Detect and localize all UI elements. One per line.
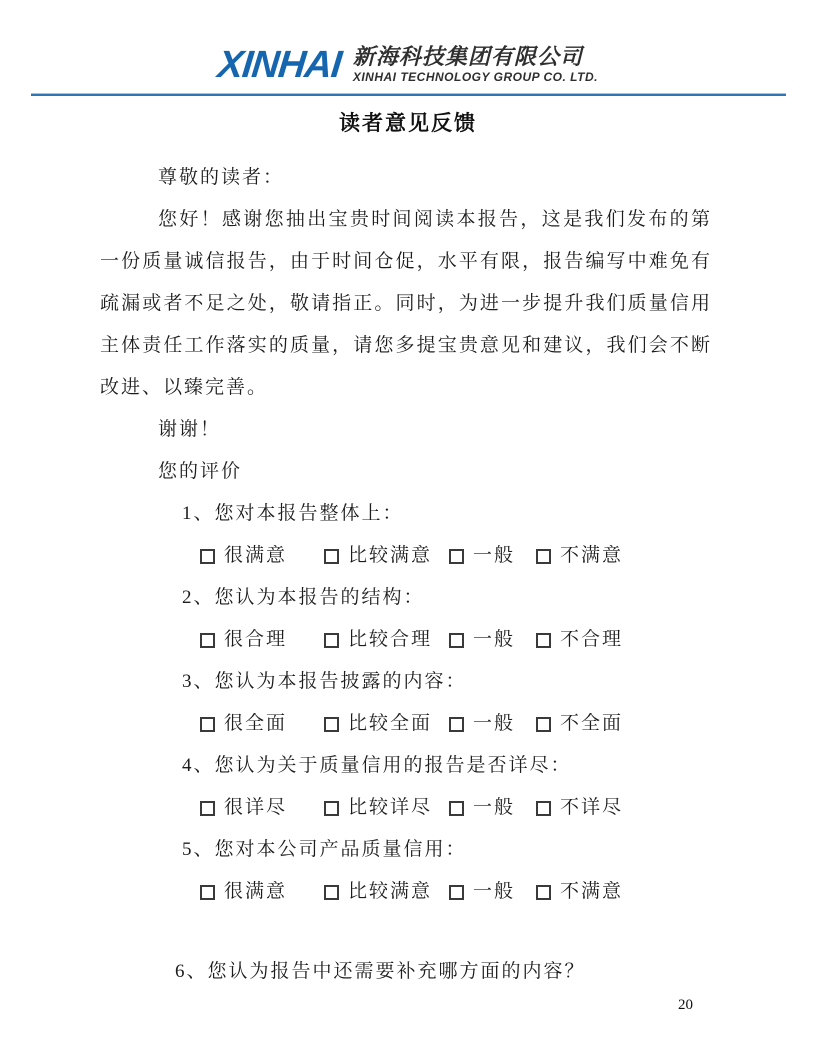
option-label: 一般 <box>473 797 516 818</box>
question-5-options <box>100 871 712 913</box>
option-label: 一般 <box>473 545 516 566</box>
option <box>449 535 515 577</box>
header-divider-rule <box>31 93 786 96</box>
checkbox[interactable] <box>200 801 215 816</box>
option-label: 不全面 <box>560 713 624 734</box>
option-label: 比较详尽 <box>348 797 433 818</box>
checkbox[interactable] <box>536 885 551 900</box>
checkbox[interactable] <box>200 717 215 732</box>
option-label: 不满意 <box>560 881 624 902</box>
option-label: 不满意 <box>560 545 624 566</box>
option <box>200 787 287 829</box>
option-label: 很详尽 <box>224 797 288 818</box>
option-label: 不合理 <box>560 629 624 650</box>
option-label: 比较满意 <box>348 881 433 902</box>
question-4-options <box>100 787 712 829</box>
option <box>449 619 515 661</box>
option <box>536 787 623 829</box>
company-logo <box>0 40 816 84</box>
checkbox[interactable] <box>449 801 464 816</box>
question-6-label: 6、您认为报告中还需要补充哪方面的内容？ <box>175 961 586 982</box>
option <box>449 871 515 913</box>
option <box>536 619 623 661</box>
option-label: 很满意 <box>224 881 288 902</box>
option <box>324 703 432 745</box>
checkbox[interactable] <box>449 717 464 732</box>
option <box>449 703 515 745</box>
option <box>536 703 623 745</box>
checkbox[interactable] <box>536 633 551 648</box>
option <box>324 871 432 913</box>
checkbox[interactable] <box>449 633 464 648</box>
option <box>536 871 623 913</box>
page-title: 读者意见反馈 <box>339 111 477 135</box>
page-header <box>0 0 816 96</box>
question-5-label: 5、您对本公司产品质量信用： <box>182 839 467 860</box>
option-label: 很全面 <box>224 713 288 734</box>
question-3-label: 3、您认为本报告披露的内容： <box>182 671 467 692</box>
option-label: 比较合理 <box>348 629 433 650</box>
question-1-label: 1、您对本报告整体上： <box>182 503 404 524</box>
question-3-options <box>100 703 712 745</box>
option <box>536 535 623 577</box>
checkbox[interactable] <box>536 549 551 564</box>
question-2-label: 2、您认为本报告的结构： <box>182 587 425 608</box>
logo-wordmark: XINHAI <box>215 44 344 86</box>
checkbox[interactable] <box>324 633 339 648</box>
option-label: 不详尽 <box>560 797 624 818</box>
option-label: 很满意 <box>224 545 288 566</box>
checkbox[interactable] <box>200 885 215 900</box>
option-label: 一般 <box>473 881 516 902</box>
checkbox[interactable] <box>536 717 551 732</box>
checkbox[interactable] <box>449 549 464 564</box>
option <box>200 703 287 745</box>
option-label: 一般 <box>473 629 516 650</box>
question-4-label: 4、您认为关于质量信用的报告是否详尽： <box>182 755 572 776</box>
question-1-options <box>100 535 712 577</box>
option <box>200 871 287 913</box>
option-label: 比较满意 <box>348 545 433 566</box>
checkbox[interactable] <box>200 633 215 648</box>
option-label: 比较全面 <box>348 713 433 734</box>
checkbox[interactable] <box>324 717 339 732</box>
checkbox[interactable] <box>536 801 551 816</box>
option <box>324 619 432 661</box>
option <box>324 535 432 577</box>
thanks-line: 谢谢！ <box>158 419 222 440</box>
checkbox[interactable] <box>449 885 464 900</box>
page-number: 20 <box>678 997 693 1013</box>
checkbox[interactable] <box>324 801 339 816</box>
option-label: 很合理 <box>224 629 288 650</box>
question-2-options <box>100 619 712 661</box>
option <box>200 619 287 661</box>
company-names <box>353 46 598 84</box>
option <box>449 787 515 829</box>
option <box>200 535 287 577</box>
evaluation-heading: 您的评价 <box>158 461 243 482</box>
checkbox[interactable] <box>200 549 215 564</box>
company-name-en: XINHAI TECHNOLOGY GROUP CO. LTD. <box>352 70 598 84</box>
option <box>324 787 432 829</box>
intro-paragraph: 您好！感谢您抽出宝贵时间阅读本报告，这是我们发布的第一份质量诚信报告，由于时间仓促，水平有限，报告编写中难免有疏漏或者不足之处，敬请指正。同时，为进一步提升我们质量信用主体责任工作落实的质量，请您多提宝贵意见和建议，我们会不断改进、以臻完善。 <box>100 209 712 398</box>
document-body <box>100 157 712 993</box>
option-label: 一般 <box>473 713 516 734</box>
checkbox[interactable] <box>324 885 339 900</box>
salutation: 尊敬的读者： <box>158 167 285 188</box>
company-name-cn: 新海科技集团有限公司 <box>352 45 583 70</box>
checkbox[interactable] <box>324 549 339 564</box>
